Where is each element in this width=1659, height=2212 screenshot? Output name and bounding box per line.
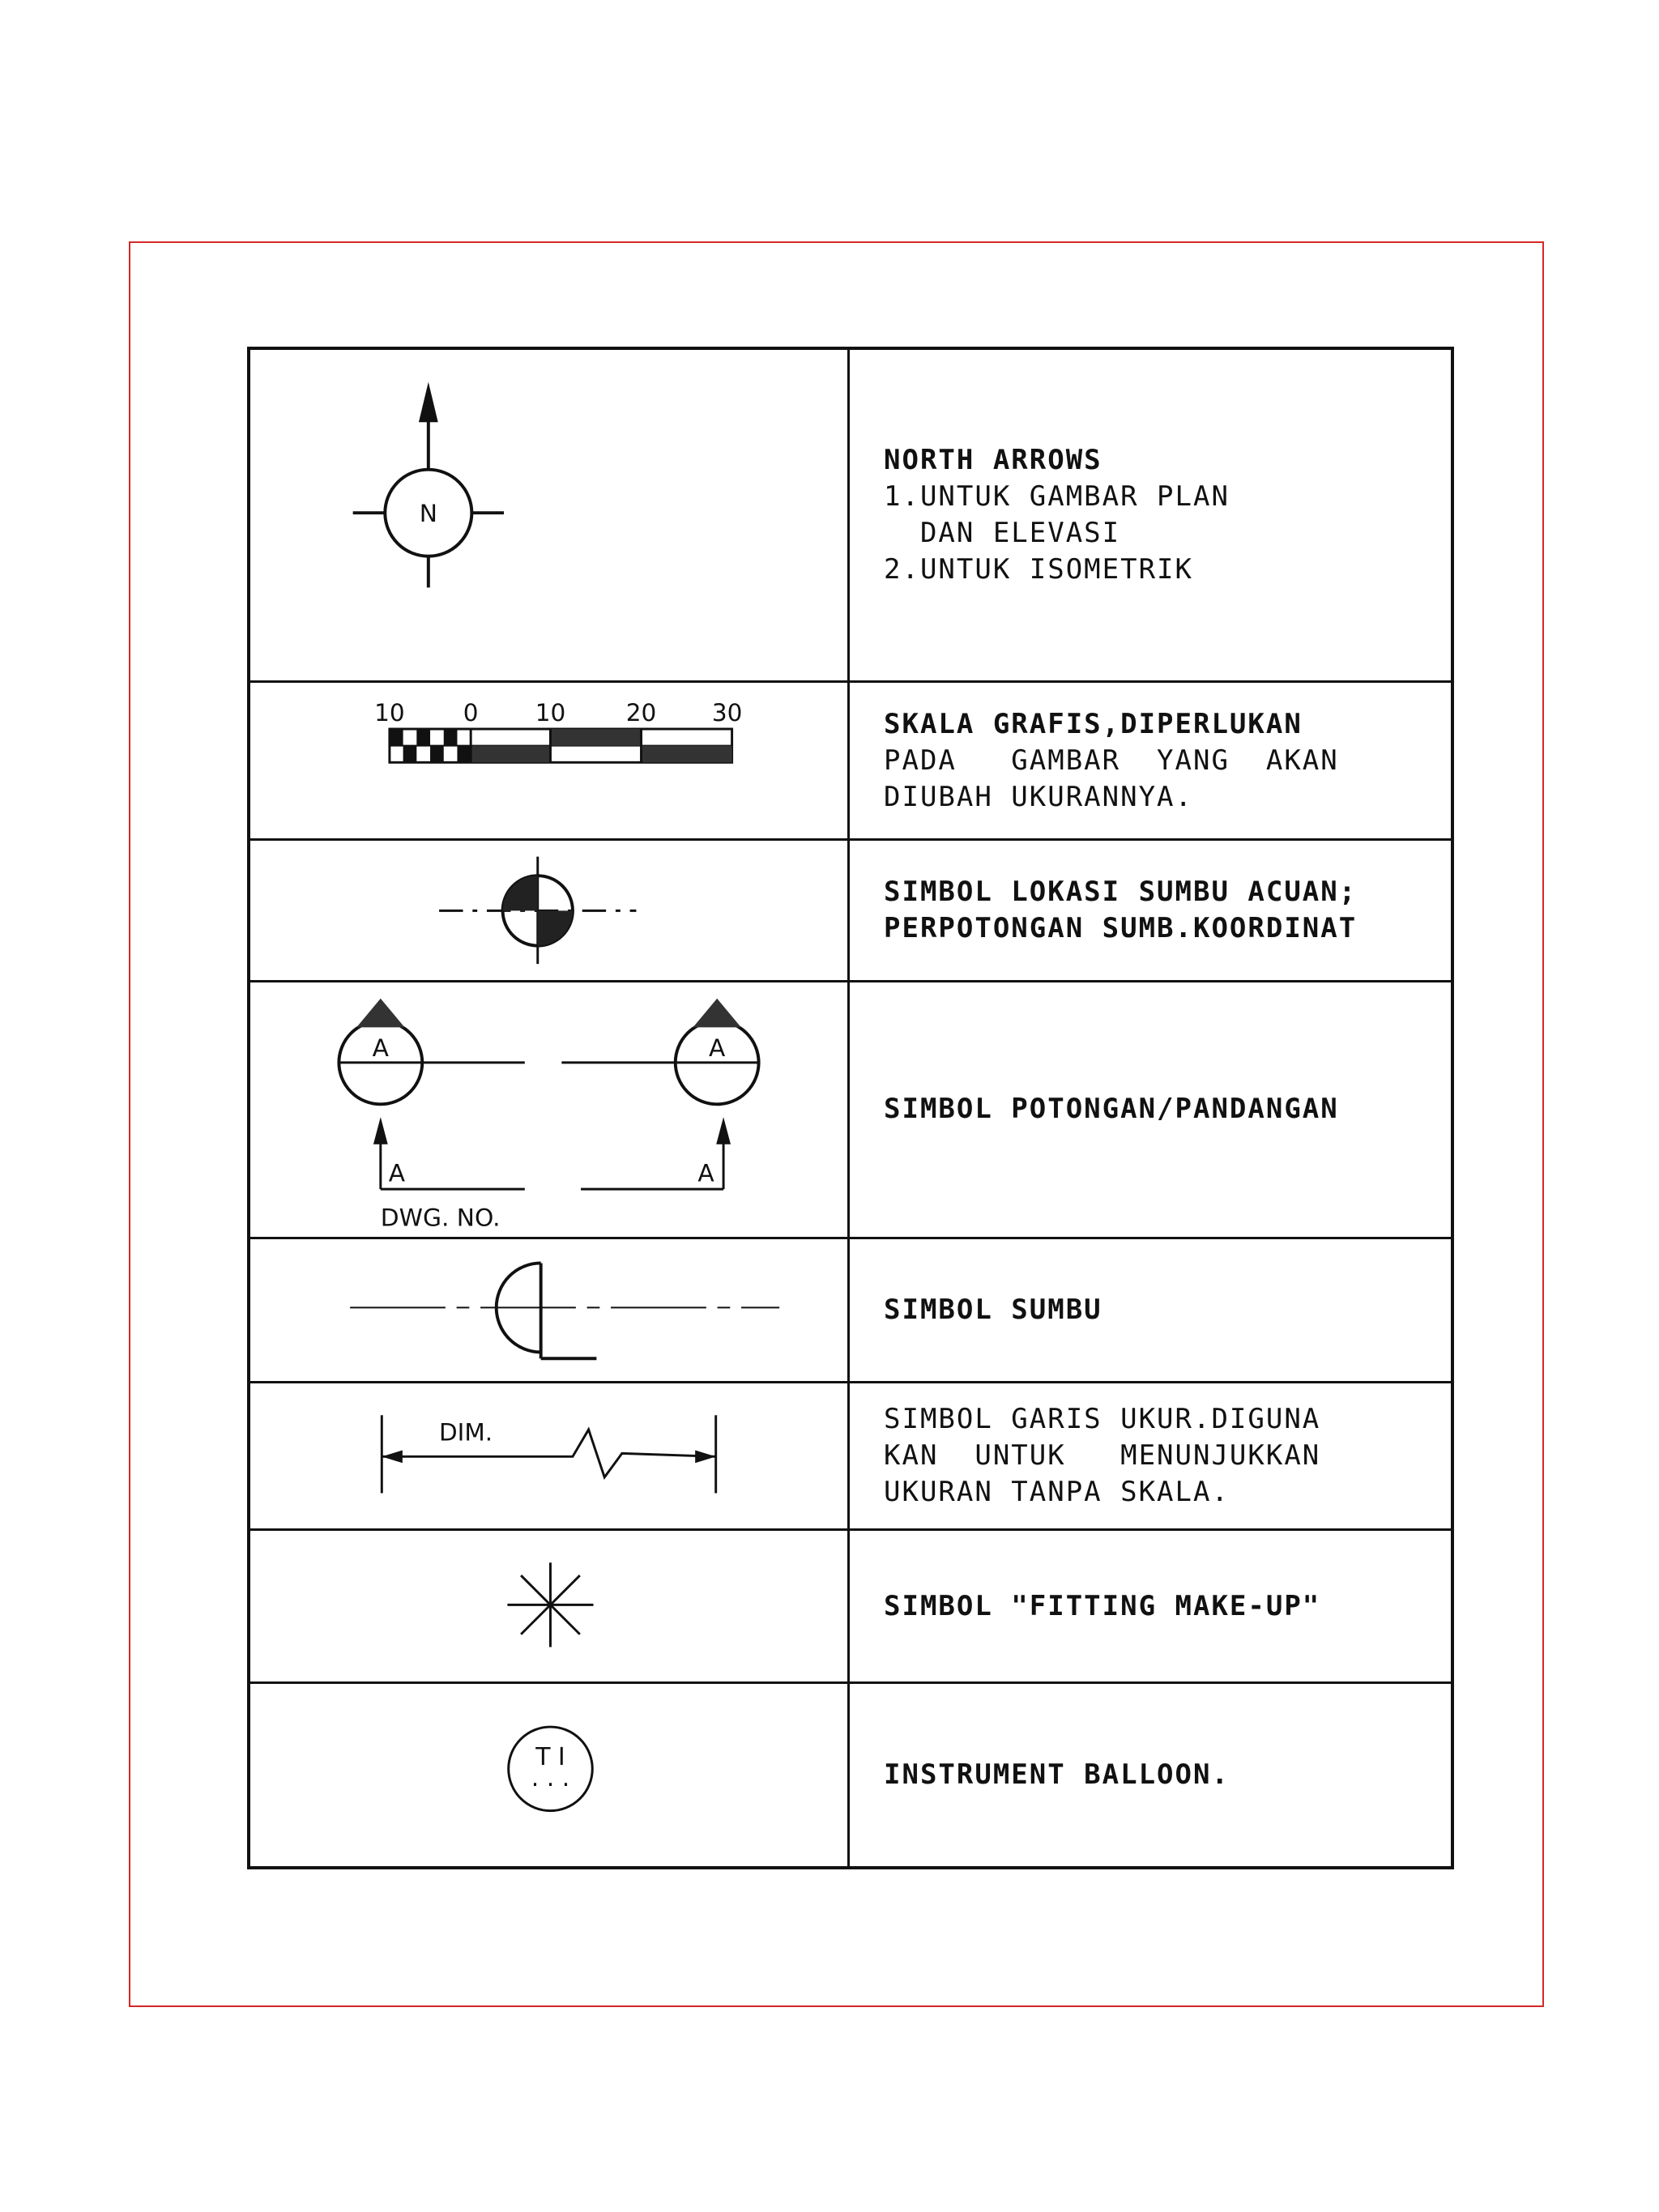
scale-tick-label: 10 xyxy=(535,699,566,727)
text-line: INSTRUMENT BALLOON. xyxy=(884,1758,1230,1792)
datum-target-icon xyxy=(250,841,847,980)
instrument-balloon-icon xyxy=(250,1684,847,1866)
text-line: 1.UNTUK GAMBAR PLAN xyxy=(884,480,1230,514)
text-line: DAN ELEVASI xyxy=(884,517,1121,550)
text-line: SIMBOL GARIS UKUR.DIGUNA xyxy=(884,1402,1321,1435)
balloon-top-label: T I xyxy=(535,1743,565,1772)
scale-tick-label: 20 xyxy=(625,699,657,727)
graphic-scale-cell xyxy=(250,683,850,838)
north-arrow-cell xyxy=(250,350,850,680)
arrow-label: A xyxy=(697,1158,714,1187)
dwg-no-label: DWG. NO. xyxy=(380,1203,501,1232)
table-row xyxy=(250,1383,1451,1531)
text-line: SIMBOL "FITTING MAKE-UP" xyxy=(884,1589,1321,1622)
table-row xyxy=(250,1239,1451,1383)
bubble-label: A xyxy=(709,1033,726,1062)
table-row xyxy=(250,982,1451,1239)
centerline-description xyxy=(850,1239,1451,1381)
section-view-cell xyxy=(250,982,850,1237)
arrow-label: A xyxy=(388,1158,406,1187)
text-line: UKURAN TANPA SKALA. xyxy=(884,1475,1230,1508)
section-view-icon xyxy=(250,982,847,1237)
fitting-make-up-icon xyxy=(250,1531,847,1682)
graphic-scale-description xyxy=(850,683,1451,838)
centerline-icon xyxy=(250,1239,847,1381)
table-row xyxy=(250,1684,1451,1866)
bubble-label: A xyxy=(372,1033,389,1062)
table-row xyxy=(250,683,1451,841)
text-line: PERPOTONGAN SUMB.KOORDINAT xyxy=(884,911,1358,944)
table-row xyxy=(250,350,1451,683)
dimension-line-description xyxy=(850,1383,1451,1528)
centerline-cell xyxy=(250,1239,850,1381)
north-label: N xyxy=(419,500,437,529)
dimension-line-icon xyxy=(250,1383,847,1528)
north-arrows-description xyxy=(850,350,1451,680)
instrument-balloon-description xyxy=(850,1684,1451,1866)
text-line: SKALA GRAFIS,DIPERLUKAN xyxy=(884,707,1303,740)
dim-label: DIM. xyxy=(438,1418,493,1447)
table-row xyxy=(250,1531,1451,1685)
fitting-make-up-description xyxy=(850,1531,1451,1682)
text-line: 2.UNTUK ISOMETRIK xyxy=(884,553,1193,586)
north-arrow-icon xyxy=(250,350,847,680)
text-line: NORTH ARROWS xyxy=(884,444,1102,477)
text-line: PADA GAMBAR YANG AKAN xyxy=(884,744,1339,777)
instrument-balloon-cell xyxy=(250,1684,850,1866)
text-line: DIUBAH UKURANNYA. xyxy=(884,780,1193,813)
balloon-bottom-label: . . . xyxy=(531,1764,570,1793)
datum-target-description xyxy=(850,841,1451,980)
text-line: SIMBOL POTONGAN/PANDANGAN xyxy=(884,1093,1339,1126)
dimension-line-cell xyxy=(250,1383,850,1528)
text-line: KAN UNTUK MENUNJUKKAN xyxy=(884,1438,1321,1472)
scale-tick-label: 0 xyxy=(463,699,479,727)
graphic-scale-icon xyxy=(250,683,847,838)
datum-target-cell xyxy=(250,841,850,980)
symbol-table xyxy=(247,347,1454,1869)
table-row xyxy=(250,841,1451,982)
scale-tick-label: 10 xyxy=(374,699,405,727)
text-line: SIMBOL SUMBU xyxy=(884,1294,1102,1327)
section-view-description xyxy=(850,982,1451,1237)
text-line: SIMBOL LOKASI SUMBU ACUAN; xyxy=(884,875,1358,908)
fitting-make-up-cell xyxy=(250,1531,850,1682)
scale-tick-label: 30 xyxy=(711,699,743,727)
